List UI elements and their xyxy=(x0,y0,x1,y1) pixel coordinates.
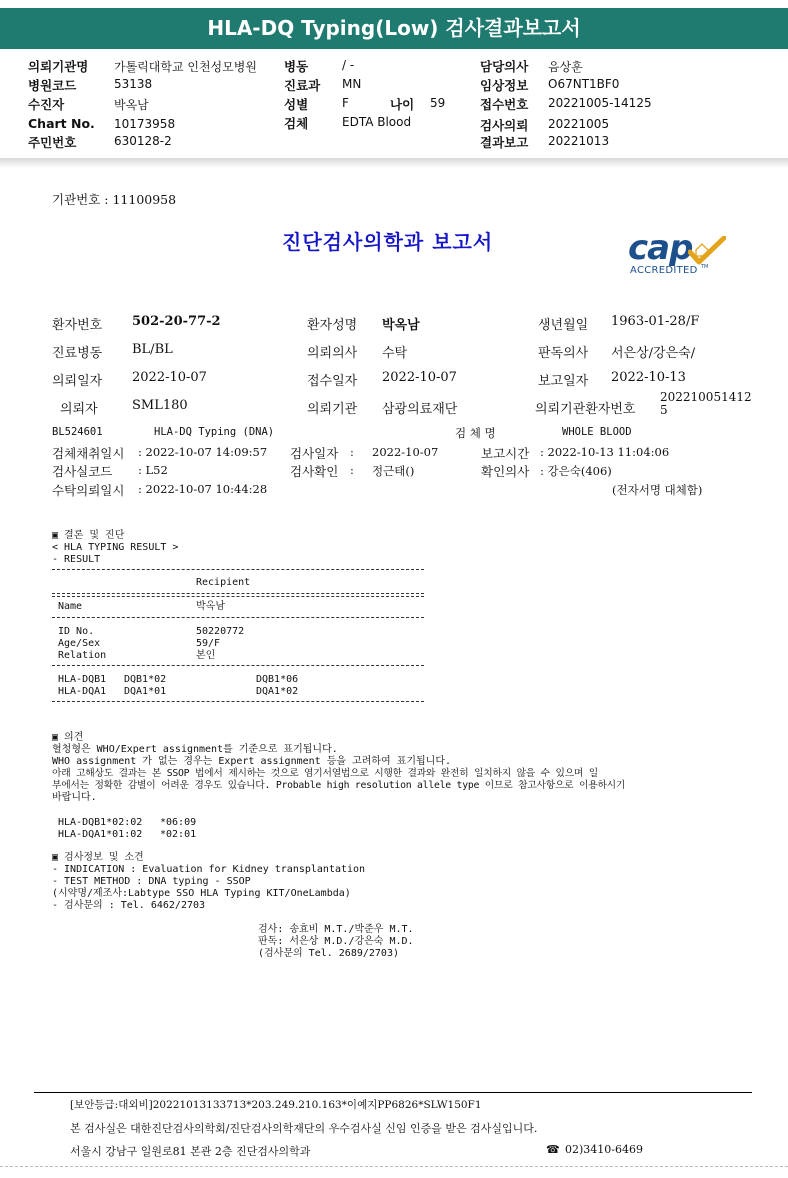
header-value: 59 xyxy=(430,96,446,110)
typing-allele: DQB1*02 xyxy=(124,674,167,685)
report-title: 진단검사의학과 보고서 xyxy=(282,230,494,254)
patient-label: 의뢰일자 xyxy=(52,374,103,389)
page-edge xyxy=(0,1166,788,1167)
patient-value: 2022-10-13 xyxy=(611,370,686,385)
patient-value: 수탁 xyxy=(382,346,408,361)
testinfo-line: - 검사문의 : Tel. 6462/2703 xyxy=(52,900,206,911)
patient-value: 2022-10-07 xyxy=(132,370,207,385)
specimen-label: 검체채취일시 xyxy=(52,446,125,461)
allele-locus: HLA-DQA1*01:02 xyxy=(58,829,143,840)
header-value: 53138 xyxy=(114,77,153,91)
header-label: 주민번호 xyxy=(28,135,77,150)
info-label: ID No. xyxy=(58,626,95,637)
allele-other: *02:01 xyxy=(160,829,197,840)
patient-label: 의뢰기관환자번호 xyxy=(535,402,636,417)
info-value: 59/F xyxy=(196,638,221,649)
security-line: [보안등급:대외비]20221013133713*203.249.210.163*이예지PP6826*SLW150F1 xyxy=(70,1099,482,1111)
recipient-header: Recipient xyxy=(196,577,251,588)
divider xyxy=(52,569,424,570)
header-value: 20221005 xyxy=(548,117,610,131)
header-value: 20221013 xyxy=(548,134,610,148)
patient-value: 서은상/강은숙/ xyxy=(611,346,696,361)
info-label: Age/Sex xyxy=(58,638,101,649)
allele-locus: HLA-DQB1*02:02 xyxy=(58,817,143,828)
cap-logo-subtitle: ACCREDITED xyxy=(630,265,698,276)
name-label: Name xyxy=(58,601,83,612)
cap-logo-word: cap xyxy=(628,228,693,268)
header-value: 630128-2 xyxy=(114,134,172,148)
patient-label: 진료병동 xyxy=(52,346,103,361)
specimen-value: : L52 xyxy=(138,463,168,477)
certification-note: 본 검사실은 대한진단검사의학회/진단검사의학재단의 우수검사실 신임 인증을 받은 검사실입니다. xyxy=(70,1122,538,1135)
testinfo-heading: ▣ 검사정보 및 소견 xyxy=(52,852,144,863)
header-label: 임상정보 xyxy=(480,78,529,93)
specimen-label: 검 체 명 xyxy=(455,426,496,440)
cap-checkmark-icon xyxy=(688,236,726,266)
header-label: 접수번호 xyxy=(480,97,529,112)
cap-accredited-logo xyxy=(626,228,730,282)
specimen-value: 정근태() xyxy=(372,464,415,478)
patient-value: 202210051412 xyxy=(660,390,752,404)
header-value: F xyxy=(342,96,349,110)
typing-locus: HLA-DQA1 xyxy=(58,686,107,697)
opinion-line: 바랍니다. xyxy=(52,792,97,803)
patient-value: 삼광의료재단 xyxy=(382,402,458,417)
esign-note: (전자서명 대체함) xyxy=(612,483,703,497)
patient-label: 접수일자 xyxy=(307,374,358,389)
patient-label: 환자번호 xyxy=(52,318,103,333)
result-subheading: - RESULT xyxy=(52,554,101,565)
patient-label: 의뢰자 xyxy=(60,402,98,417)
info-label: Relation xyxy=(58,650,107,661)
header-label: Chart No. xyxy=(28,116,95,131)
test-name: HLA-DQ Typing (DNA) xyxy=(154,426,275,438)
header-value: EDTA Blood xyxy=(342,115,412,129)
specimen-value: : 2022-10-13 11:04:06 xyxy=(540,445,670,459)
result-subheading: < HLA TYPING RESULT > xyxy=(52,542,179,553)
specimen-label: 보고시간 xyxy=(481,446,530,461)
phone-icon: ☎ xyxy=(546,1143,560,1156)
header-value: 20221005-14125 xyxy=(548,96,652,110)
typing-allele: DQA1*02 xyxy=(256,686,299,697)
result-heading: ▣ 결론 및 진단 xyxy=(52,530,125,541)
name-value: 박옥남 xyxy=(196,601,225,612)
opinion-line: WHO assignment 가 없는 경우는 Expert assignment 등을 고려하여 표기됩니다. xyxy=(52,756,452,767)
divider xyxy=(52,596,424,597)
opinion-line: 아래 고해상도 결과는 본 SSOP 법에서 제시하는 것으로 염기서열법으로 시행한 결과와 완전히 일치하지 않을 수 있으며 일 xyxy=(52,768,599,779)
patient-label: 판독의사 xyxy=(538,346,589,361)
header-value: / - xyxy=(342,58,355,72)
header-label: 병동 xyxy=(284,59,309,74)
typing-locus: HLA-DQB1 xyxy=(58,674,107,685)
cap-logo-trademark: TM xyxy=(701,264,709,270)
signer-line: (검사문의 Tel. 2689/2703) xyxy=(258,948,399,959)
patient-number: 502-20-77-2 xyxy=(132,314,221,329)
institution-number: 기관번호 : 11100958 xyxy=(52,192,177,207)
divider xyxy=(52,593,424,594)
header-label: 진료과 xyxy=(284,78,321,93)
testinfo-line: - TEST METHOD : DNA typing - SSOP xyxy=(52,876,251,887)
header-label: 수진자 xyxy=(28,97,65,112)
testinfo-line: - INDICATION : Evaluation for Kidney transplantation xyxy=(52,864,366,875)
header-value: O67NT1BF0 xyxy=(548,77,620,91)
patient-value: SML180 xyxy=(132,398,188,413)
lab-phone: 02)3410-6469 xyxy=(565,1143,643,1156)
header-value: 10173958 xyxy=(114,117,176,131)
header-divider xyxy=(0,158,788,168)
specimen-value: : 2022-10-07 14:09:57 xyxy=(138,445,268,459)
banner-title: HLA-DQ Typing(Low) 검사결과보고서 xyxy=(207,16,581,40)
header-value: 음상훈 xyxy=(548,60,583,74)
header-label: 검체 xyxy=(284,116,309,131)
allele-other: *06:09 xyxy=(160,817,197,828)
header-label: 의뢰기관명 xyxy=(28,59,89,74)
specimen-value: : 강은숙(406) xyxy=(540,464,612,478)
patient-value: BL/BL xyxy=(132,342,173,357)
specimen-value: 2022-10-07 xyxy=(372,445,439,459)
header-label: 병원코드 xyxy=(28,78,77,93)
header-label: 검사의뢰 xyxy=(480,118,529,133)
specimen-label: 검사확인 xyxy=(290,464,339,479)
header-label: 담당의사 xyxy=(480,59,529,74)
header-value: 박옥남 xyxy=(114,98,149,112)
header-label: 성별 xyxy=(284,97,309,112)
patient-value: 1963-01-28/F xyxy=(611,314,700,329)
report-banner xyxy=(0,8,788,49)
typing-allele: DQB1*06 xyxy=(256,674,299,685)
patient-value: 2022-10-07 xyxy=(382,370,457,385)
patient-value-wrap: 5 xyxy=(660,403,668,417)
header-value: 가톨릭대학교 인천성모병원 xyxy=(114,60,257,74)
header-label: 나이 xyxy=(390,97,415,112)
lab-address: 서울시 강남구 일원로81 본관 2층 진단검사의학과 xyxy=(70,1145,311,1158)
divider xyxy=(52,665,424,666)
specimen-code: BL524601 xyxy=(52,426,103,438)
signer-line: 검사: 송효비 M.T./박준우 M.T. xyxy=(258,924,414,935)
header-value: MN xyxy=(342,77,362,91)
patient-label: 의뢰기관 xyxy=(307,402,358,417)
testinfo-line: (시약명/제조사:Labtype SSO HLA Typing KIT/OneLambda) xyxy=(52,888,351,899)
specimen-label: 확인의사 xyxy=(481,464,530,479)
opinion-line: 혈청형은 WHO/Expert assignment를 기준으로 표기됩니다. xyxy=(52,744,338,755)
signer-line: 판독: 서은상 M.D./강은숙 M.D. xyxy=(258,936,414,947)
patient-name: 박옥남 xyxy=(382,318,420,333)
opinion-line: 부에서는 정확한 감별이 어려운 경우도 있습니다. Probable high resolution allele type 이므로 참고사항으로 이용하시기 xyxy=(52,780,626,791)
divider xyxy=(52,701,424,702)
patient-label: 보고일자 xyxy=(538,374,589,389)
typing-allele: DQA1*01 xyxy=(124,686,167,697)
info-value: 50220772 xyxy=(196,626,245,637)
specimen-label: 검사실코드 xyxy=(52,464,113,479)
specimen-value: WHOLE BLOOD xyxy=(562,426,632,438)
info-value: 본인 xyxy=(196,650,216,661)
specimen-label: 검사일자 xyxy=(290,446,339,461)
specimen-value: : 2022-10-07 10:44:28 xyxy=(138,482,268,496)
specimen-label: 수탁의뢰일시 xyxy=(52,483,125,498)
opinion-heading: ▣ 의견 xyxy=(52,732,84,743)
footer-divider xyxy=(34,1092,752,1093)
specimen-colon: : xyxy=(350,463,354,477)
patient-label: 의뢰의사 xyxy=(307,346,358,361)
header-label: 결과보고 xyxy=(480,135,529,150)
divider xyxy=(52,617,424,618)
patient-label: 환자성명 xyxy=(307,318,358,333)
patient-label: 생년월일 xyxy=(538,318,589,333)
specimen-colon: : xyxy=(350,445,354,459)
